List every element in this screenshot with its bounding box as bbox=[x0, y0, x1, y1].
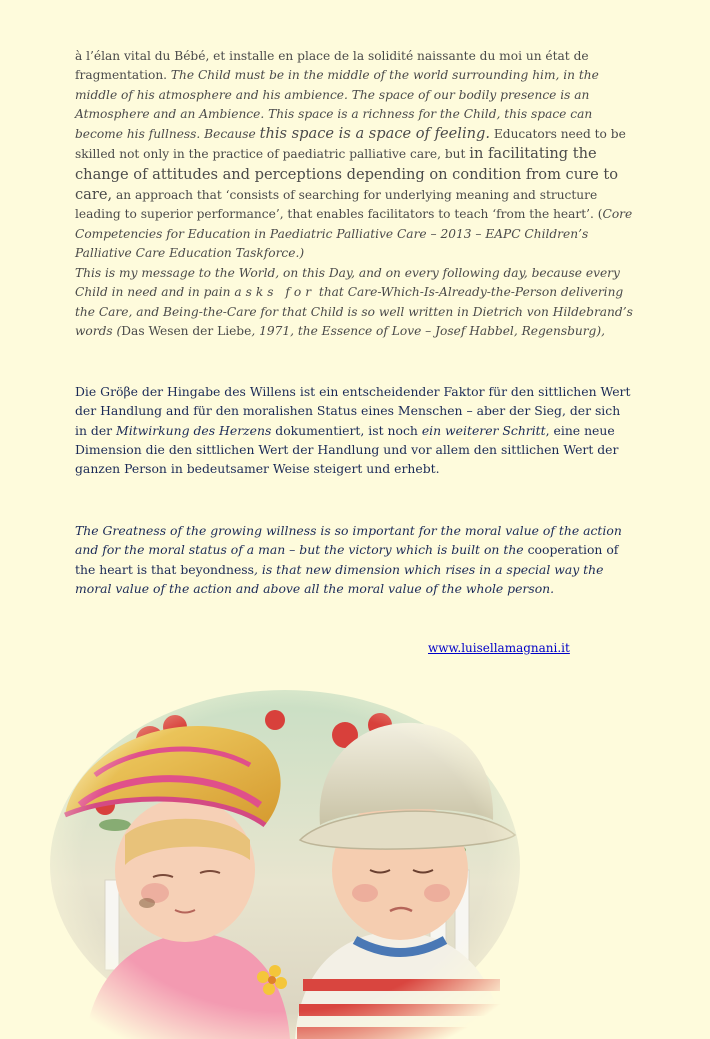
paragraph-message bbox=[75, 264, 635, 341]
text-english-end: , is that new dimension which rises in a special way the moral value of the action and above all the moral value of the whole person. bbox=[75, 561, 604, 596]
text-educators: Educators need to be skilled not only in the practice of paediatric palliative care, but bbox=[75, 127, 626, 162]
children-hats-illustration bbox=[35, 665, 535, 1039]
text-message-start: This is my message to the World, on this Day, and on every following day, because every Child in need and in pain bbox=[75, 266, 620, 300]
text-german-start: Die Gröβe der Hingabe des Willens ist ein entscheidender Faktor für den sittlichen Wert der Handlung and für den moralishen Status eines Menschen – aber der Sieg, der sich in der bbox=[75, 384, 631, 438]
text-facilitating-change: in facilitating the change of attitudes and perceptions depending on condition from cure to care, bbox=[75, 145, 619, 204]
text-beyondness: is that beyondness bbox=[136, 561, 254, 577]
text-english-start: The Greatness of the growing willness is so important for the moral value of the action and for the moral status of a man – but the victory which is built on the bbox=[75, 523, 622, 558]
text-space-of-feeling: this space is a space of feeling. bbox=[259, 125, 490, 143]
text-dokumentiert: dokumentiert, ist noch bbox=[275, 422, 418, 438]
paragraph-german-quote bbox=[75, 382, 635, 478]
website-link[interactable]: www.luisellamagnani.it bbox=[428, 641, 570, 655]
text-care-which: that Care-Which-Is-Already-the-Person delivering the Care, and Being-the-Care for that Child is so well written in Dietrich von Hildebrand’s words ( bbox=[75, 285, 633, 338]
text-german-end: , eine neue Dimension die den sittlichen Wert der Handlung und vor allem den sittlichen Wert der ganzen Person in bedeutsamer Weise steigert und erhebt. bbox=[75, 422, 619, 477]
text-weiterer-schritt: ein weiterer Schritt bbox=[421, 422, 546, 438]
text-citation-eapc: Core Competencies for Education in Paediatric Palliative Care – 2013 – EAPC Children’s Palliative Care Education Taskforce.) bbox=[75, 207, 633, 260]
text-asks-for: asks for bbox=[234, 285, 316, 300]
text-book-details: , 1971, the Essence of Love – Josef Habbel, Regensburg), bbox=[251, 323, 605, 338]
paragraph-english-quote bbox=[75, 521, 635, 598]
text-book-title: Das Wesen der Liebe bbox=[121, 323, 252, 338]
text-mitwirkung: Mitwirkung des Herzens bbox=[116, 422, 272, 438]
text-approach: an approach that ‘consists of searching for underlying meaning and structure leading to superior performance’, that enables facilitators to teach ‘from the heart’. ( bbox=[75, 188, 603, 222]
text-french: à l’élan vital du Bébé, et installe en place de la solidité naissante du moi un état de fragmentation. bbox=[75, 49, 589, 83]
text-cooperation: cooperation of the heart bbox=[75, 542, 619, 577]
paragraph-care-space bbox=[75, 47, 635, 263]
text-child-atmosphere: The Child must be in the middle of the world surrounding him, in the middle of his atmosphere and his ambience. The space of our bodily presence is an Atmosphere and an Ambience. This space is a richness for the Child, this space can become his fullness. Because bbox=[75, 68, 599, 142]
